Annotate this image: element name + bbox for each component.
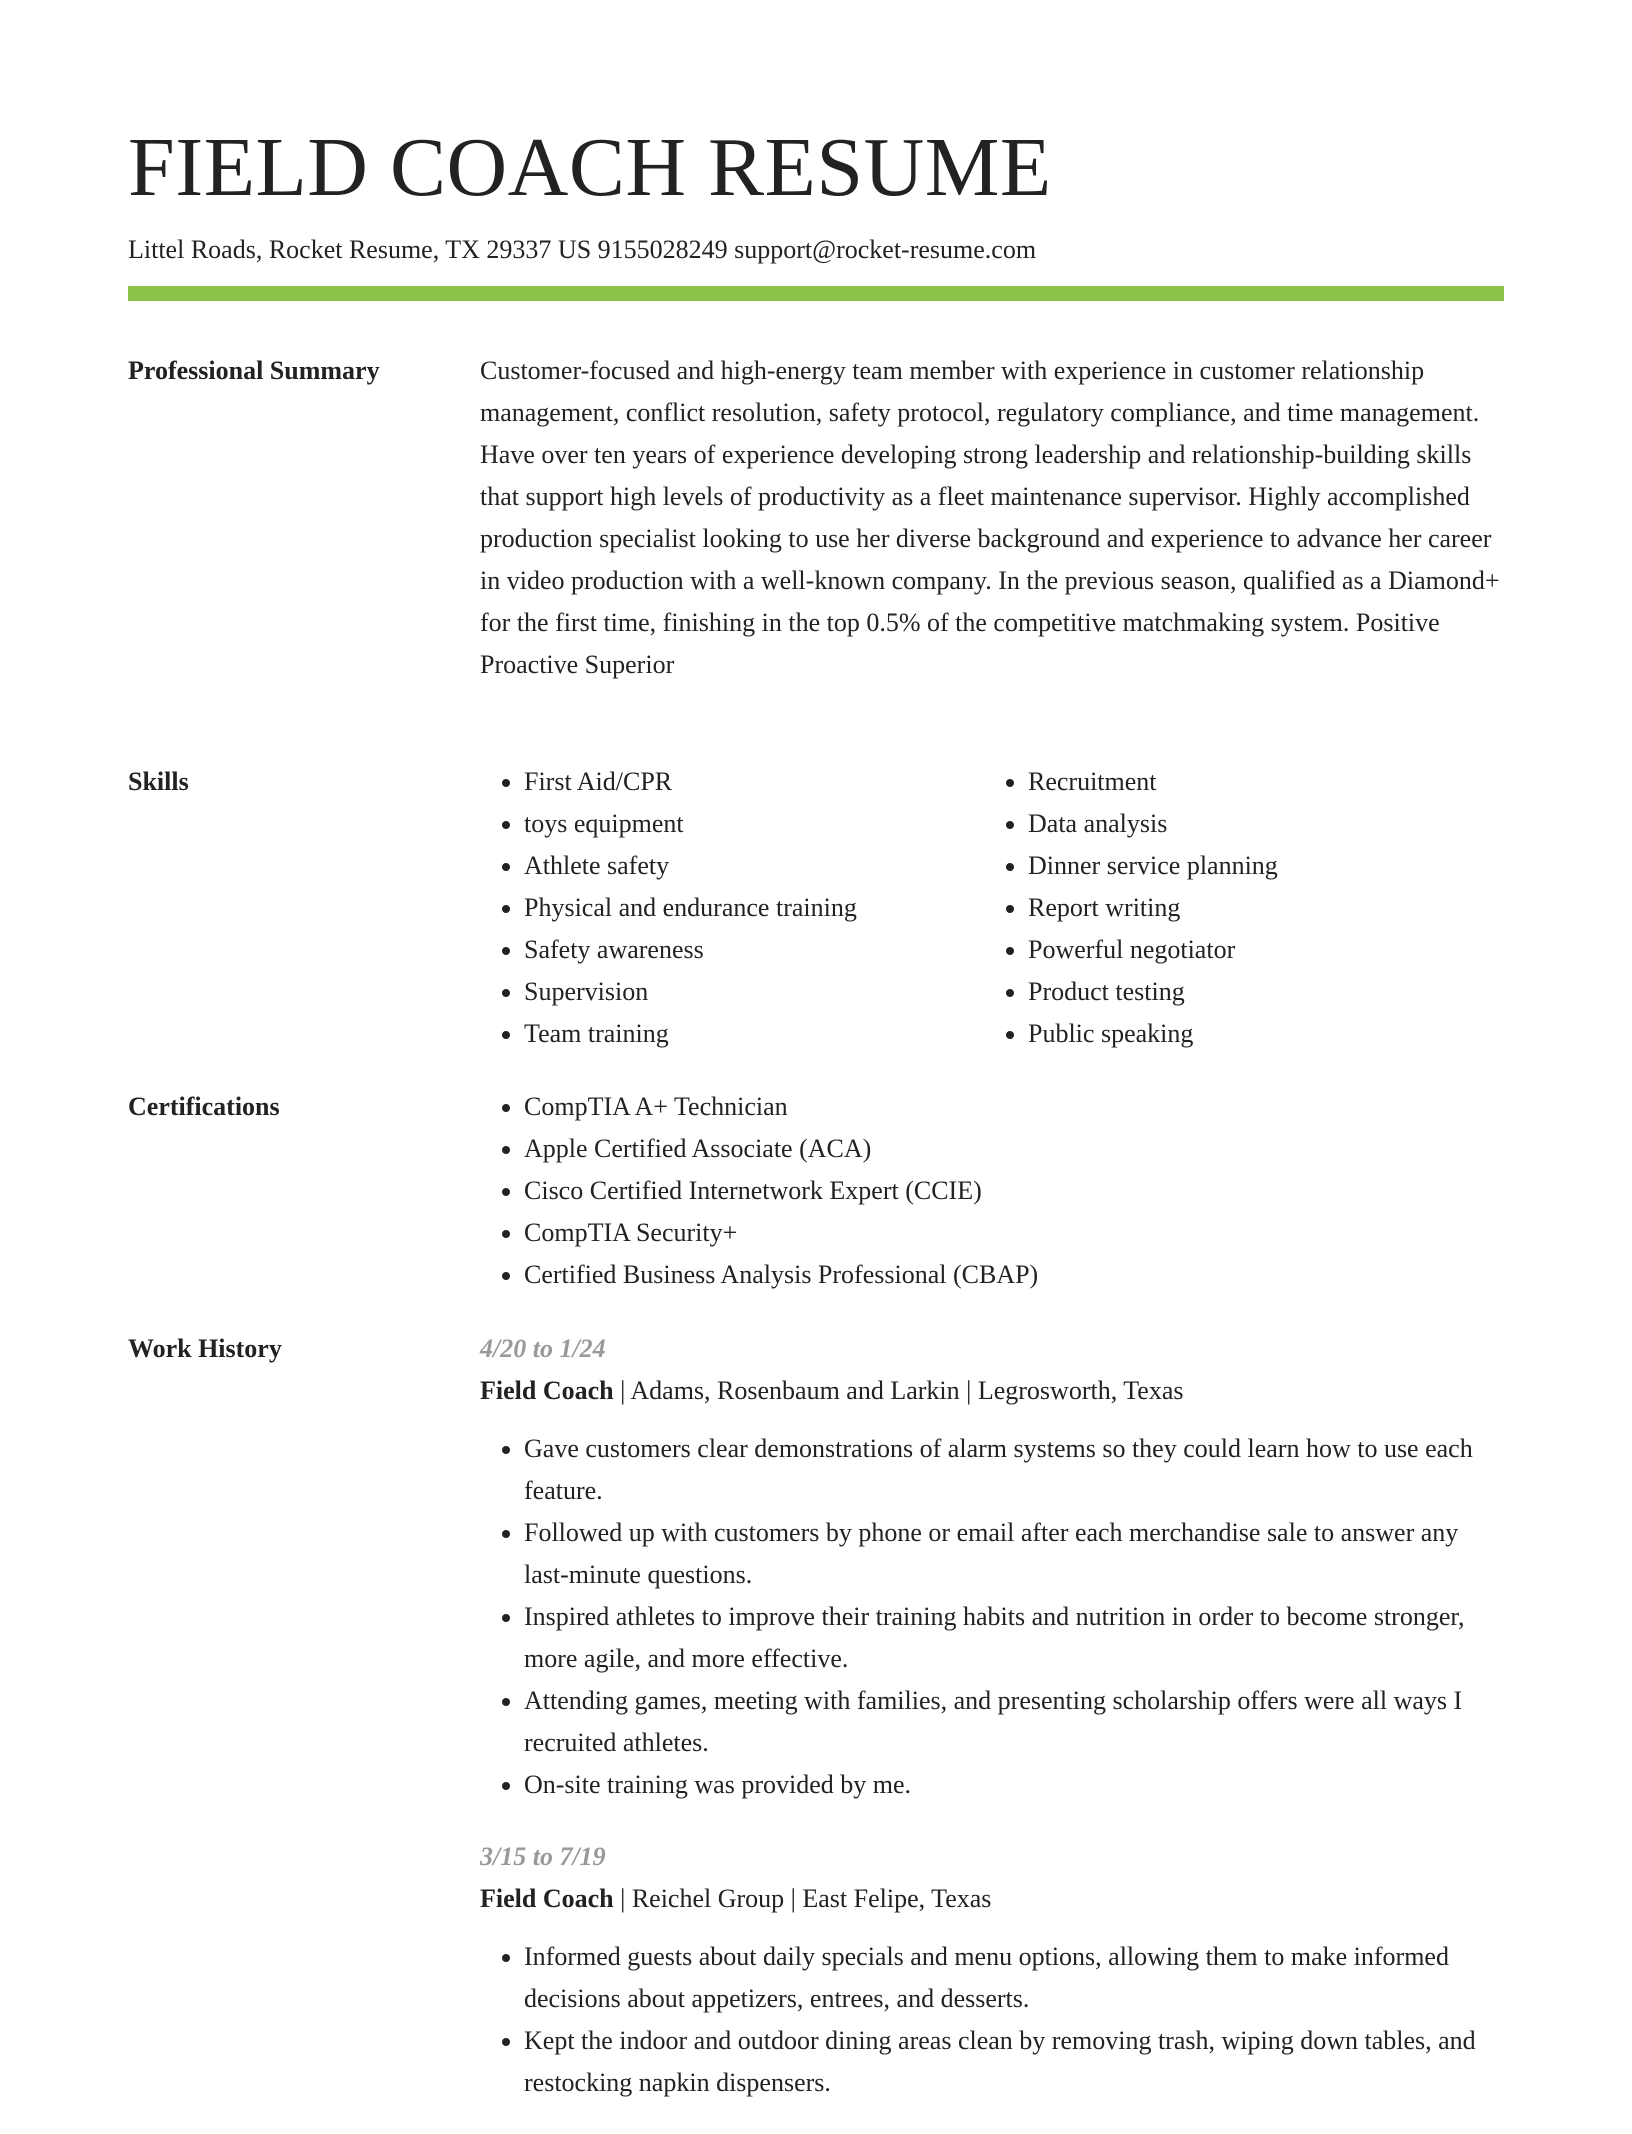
- job-entry: [480, 1328, 1504, 1806]
- certification-item: • CompTIA A+ Technician: [524, 1086, 1504, 1128]
- certification-item: • Apple Certified Associate (ACA): [524, 1128, 1504, 1170]
- job-heading: [480, 1370, 1504, 1412]
- job-bullet: • On-site training was provided by me.: [524, 1764, 1504, 1806]
- job-dates: 4/20 to 1/24: [480, 1334, 606, 1363]
- job-bullet: • Informed guests about daily specials and menu options, allowing them to make informed decisions about appetizers, entrees, and desserts.: [524, 1936, 1504, 2020]
- job-bullet: • Gave customers clear demonstrations of alarm systems so they could learn how to use each feature.: [524, 1428, 1504, 1512]
- skills-label: Skills: [128, 767, 189, 796]
- certifications-body: [480, 1086, 1504, 1296]
- job-heading: [480, 1878, 1504, 1920]
- skill-item: • Recruitment: [1028, 761, 1488, 803]
- job-title: Field Coach: [480, 1884, 614, 1913]
- work-history-body: [480, 1328, 1504, 2134]
- skill-item: • Public speaking: [1028, 1013, 1488, 1055]
- skill-item: • Safety awareness: [524, 929, 984, 971]
- certification-item: • CompTIA Security+: [524, 1212, 1504, 1254]
- job-details: | Adams, Rosenbaum and Larkin | Legrosworth, Texas: [613, 1376, 1184, 1405]
- accent-divider: [128, 286, 1504, 301]
- skill-item: • Data analysis: [1028, 803, 1488, 845]
- skill-item: • Report writing: [1028, 887, 1488, 929]
- summary-label: Professional Summary: [128, 356, 380, 385]
- skills-column-right: [984, 761, 1488, 1055]
- skill-item: • Powerful negotiator: [1028, 929, 1488, 971]
- resume-title: FIELD COACH RESUME: [128, 121, 1052, 214]
- job-bullet: • Inspired athletes to improve their training habits and nutrition in order to become stronger, more agile, and more effective.: [524, 1596, 1504, 1680]
- work-history-label: Work History: [128, 1334, 282, 1363]
- skills-body: [480, 761, 1504, 1055]
- summary-text: Customer-focused and high-energy team member with experience in customer relationship management, conflict resolution, safety protocol, regulatory compliance, and time management. Have over ten years of experience developing strong leadership and relationship-building skills that support high levels of productivity as a fleet maintenance supervisor. Highly accomplished production specialist looking to use her diverse background and experience to advance her career in video production with a well-known company. In the previous season, qualified as a Diamond+ for the first time, finishing in the top 0.5% of the competitive matchmaking system. Positive Proactive Superior: [480, 356, 1500, 679]
- job-bullet: • Followed up with customers by phone or email after each merchandise sale to answer any last-minute questions.: [524, 1512, 1504, 1596]
- skills-column-left: [480, 761, 984, 1055]
- skill-item: • Dinner service planning: [1028, 845, 1488, 887]
- skill-item: • toys equipment: [524, 803, 984, 845]
- certification-item: • Cisco Certified Internetwork Expert (CCIE): [524, 1170, 1504, 1212]
- certifications-label: Certifications: [128, 1092, 280, 1121]
- skills-columns: [480, 761, 1504, 1055]
- job-bullet: • Kept the indoor and outdoor dining areas clean by removing trash, wiping down tables, and restocking napkin dispensers.: [524, 2020, 1504, 2104]
- certification-item: • Certified Business Analysis Professional (CBAP): [524, 1254, 1504, 1296]
- job-dates: 3/15 to 7/19: [480, 1842, 606, 1871]
- job-entry: [480, 1836, 1504, 2104]
- skill-item: • Physical and endurance training: [524, 887, 984, 929]
- job-bullet: • Attending games, meeting with families, and presenting scholarship offers were all ways I recruited athletes.: [524, 1680, 1504, 1764]
- skill-item: • First Aid/CPR: [524, 761, 984, 803]
- job-title: Field Coach: [480, 1376, 614, 1405]
- summary-body: [480, 350, 1504, 686]
- skill-item: • Supervision: [524, 971, 984, 1013]
- skill-item: • Athlete safety: [524, 845, 984, 887]
- skill-item: • Team training: [524, 1013, 984, 1055]
- job-details: | Reichel Group | East Felipe, Texas: [613, 1884, 992, 1913]
- contact-line: Littel Roads, Rocket Resume, TX 29337 US 9155028249 support@rocket-resume.com: [128, 235, 1037, 264]
- skill-item: • Product testing: [1028, 971, 1488, 1013]
